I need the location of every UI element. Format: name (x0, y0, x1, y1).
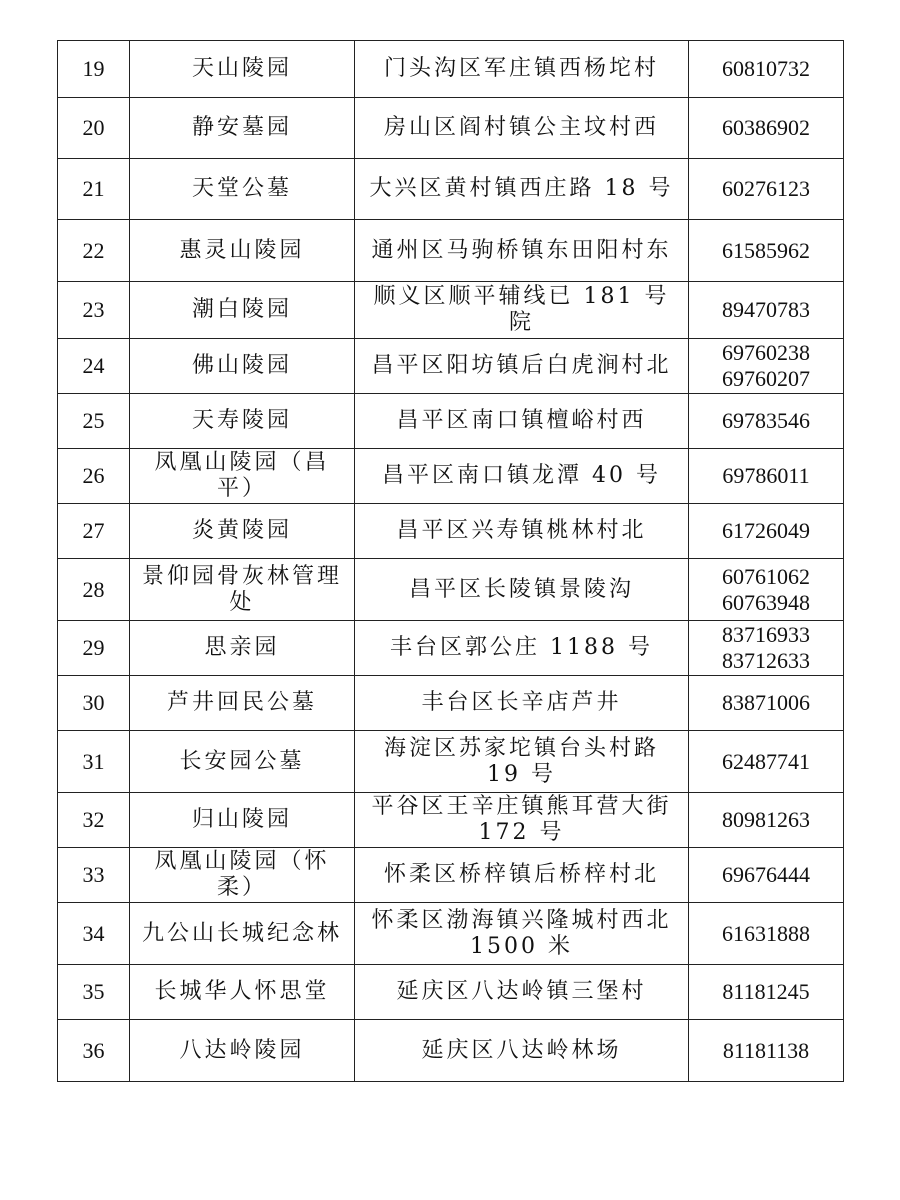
table-row (58, 621, 844, 676)
phone-number: 61631888 (722, 920, 810, 946)
phone-cell (689, 676, 844, 731)
row-number-cell: 36 (58, 1020, 130, 1082)
cemetery-name-cell: 炎黄陵园 (130, 504, 355, 559)
phone-cell (689, 731, 844, 793)
table-row (58, 339, 844, 394)
row-number-cell: 34 (58, 903, 130, 965)
row-number-cell: 35 (58, 965, 130, 1020)
cemetery-name-cell: 景仰园骨灰林管理处 (130, 559, 355, 621)
phone-number: 60761062 (722, 563, 810, 589)
phone-number: 69676444 (722, 862, 810, 887)
phone-cell (689, 98, 844, 159)
phone-cell (689, 339, 844, 394)
address-cell: 昌平区兴寿镇桃林村北 (355, 504, 689, 559)
row-number-cell: 30 (58, 676, 130, 731)
phone-cell (689, 793, 844, 848)
row-number-cell: 25 (58, 394, 130, 449)
phone-number: 60810732 (722, 56, 810, 81)
phone-number: 60276123 (722, 176, 810, 201)
cemetery-name-cell: 归山陵园 (130, 793, 355, 848)
cemetery-name-cell: 天堂公墓 (130, 159, 355, 220)
phone-cell (689, 159, 844, 220)
address-cell: 延庆区八达岭林场 (355, 1020, 689, 1082)
phone-number: 69760207 (722, 366, 810, 391)
address-cell: 门头沟区军庄镇西杨坨村 (355, 41, 689, 98)
address-cell: 顺义区顺平辅线已 181 号院 (355, 282, 689, 339)
phone-number: 83716933 (722, 622, 810, 647)
phone-cell (689, 282, 844, 339)
phone-number: 69786011 (722, 463, 810, 488)
phone-number: 61585962 (722, 237, 810, 263)
cemetery-name-cell: 静安墓园 (130, 98, 355, 159)
address-cell: 丰台区郭公庄 1188 号 (355, 621, 689, 676)
table-row (58, 41, 844, 98)
table-row (58, 848, 844, 903)
address-cell: 延庆区八达岭镇三堡村 (355, 965, 689, 1020)
row-number-cell: 33 (58, 848, 130, 903)
address-cell: 平谷区王辛庄镇熊耳营大街 172 号 (355, 793, 689, 848)
phone-number: 81181245 (722, 979, 810, 1004)
cemetery-name-cell: 凤凰山陵园（昌平） (130, 449, 355, 504)
phone-cell (689, 848, 844, 903)
address-cell: 昌平区南口镇檀峪村西 (355, 394, 689, 449)
cemetery-name-cell: 芦井回民公墓 (130, 676, 355, 731)
table-row (58, 903, 844, 965)
cemetery-name-cell: 思亲园 (130, 621, 355, 676)
row-number-cell: 32 (58, 793, 130, 848)
table-row (58, 1020, 844, 1082)
table-row (58, 731, 844, 793)
phone-number: 83712633 (722, 648, 810, 673)
table-row (58, 220, 844, 282)
row-number-cell: 24 (58, 339, 130, 394)
phone-cell (689, 41, 844, 98)
address-cell: 怀柔区桥梓镇后桥梓村北 (355, 848, 689, 903)
phone-number: 89470783 (722, 297, 810, 322)
phone-cell (689, 559, 844, 621)
phone-number: 80981263 (722, 807, 810, 832)
table-row (58, 449, 844, 504)
table-row (58, 282, 844, 339)
cemetery-name-cell: 九公山长城纪念林 (130, 903, 355, 965)
address-cell: 怀柔区渤海镇兴隆城村西北 1500 米 (355, 903, 689, 965)
phone-cell (689, 449, 844, 504)
table-row (58, 159, 844, 220)
address-cell: 丰台区长辛店芦井 (355, 676, 689, 731)
row-number-cell: 29 (58, 621, 130, 676)
phone-cell (689, 621, 844, 676)
table-row (58, 394, 844, 449)
row-number-cell: 21 (58, 159, 130, 220)
phone-number: 62487741 (722, 748, 810, 774)
row-number-cell: 26 (58, 449, 130, 504)
row-number-cell: 20 (58, 98, 130, 159)
address-cell: 大兴区黄村镇西庄路 18 号 (355, 159, 689, 220)
phone-number: 60386902 (722, 115, 810, 140)
phone-cell (689, 965, 844, 1020)
address-cell: 海淀区苏家坨镇台头村路 19 号 (355, 731, 689, 793)
cemetery-name-cell: 佛山陵园 (130, 339, 355, 394)
cemetery-name-cell: 凤凰山陵园（怀柔） (130, 848, 355, 903)
address-cell: 昌平区阳坊镇后白虎涧村北 (355, 339, 689, 394)
row-number-cell: 27 (58, 504, 130, 559)
phone-number: 83871006 (722, 690, 810, 715)
table-row (58, 98, 844, 159)
phone-cell (689, 394, 844, 449)
phone-number: 81181138 (722, 1037, 810, 1063)
phone-cell (689, 1020, 844, 1082)
table-row (58, 676, 844, 731)
phone-number: 69783546 (722, 408, 810, 433)
cemetery-name-cell: 潮白陵园 (130, 282, 355, 339)
address-cell: 通州区马驹桥镇东田阳村东 (355, 220, 689, 282)
row-number-cell: 31 (58, 731, 130, 793)
row-number-cell: 22 (58, 220, 130, 282)
address-cell: 房山区阎村镇公主坟村西 (355, 98, 689, 159)
table-row (58, 504, 844, 559)
row-number-cell: 23 (58, 282, 130, 339)
address-cell: 昌平区南口镇龙潭 40 号 (355, 449, 689, 504)
table-row (58, 965, 844, 1020)
phone-number: 69760238 (722, 340, 810, 365)
table-body (58, 41, 844, 1082)
phone-number: 61726049 (722, 518, 810, 543)
address-cell: 昌平区长陵镇景陵沟 (355, 559, 689, 621)
cemetery-name-cell: 惠灵山陵园 (130, 220, 355, 282)
cemetery-name-cell: 长安园公墓 (130, 731, 355, 793)
cemetery-name-cell: 天寿陵园 (130, 394, 355, 449)
cemetery-name-cell: 天山陵园 (130, 41, 355, 98)
table-row (58, 793, 844, 848)
phone-cell (689, 220, 844, 282)
phone-number: 60763948 (722, 589, 810, 615)
phone-cell (689, 504, 844, 559)
table-row (58, 559, 844, 621)
cemetery-table (57, 40, 844, 1082)
cemetery-name-cell: 长城华人怀思堂 (130, 965, 355, 1020)
row-number-cell: 19 (58, 41, 130, 98)
row-number-cell: 28 (58, 559, 130, 621)
phone-cell (689, 903, 844, 965)
cemetery-name-cell: 八达岭陵园 (130, 1020, 355, 1082)
